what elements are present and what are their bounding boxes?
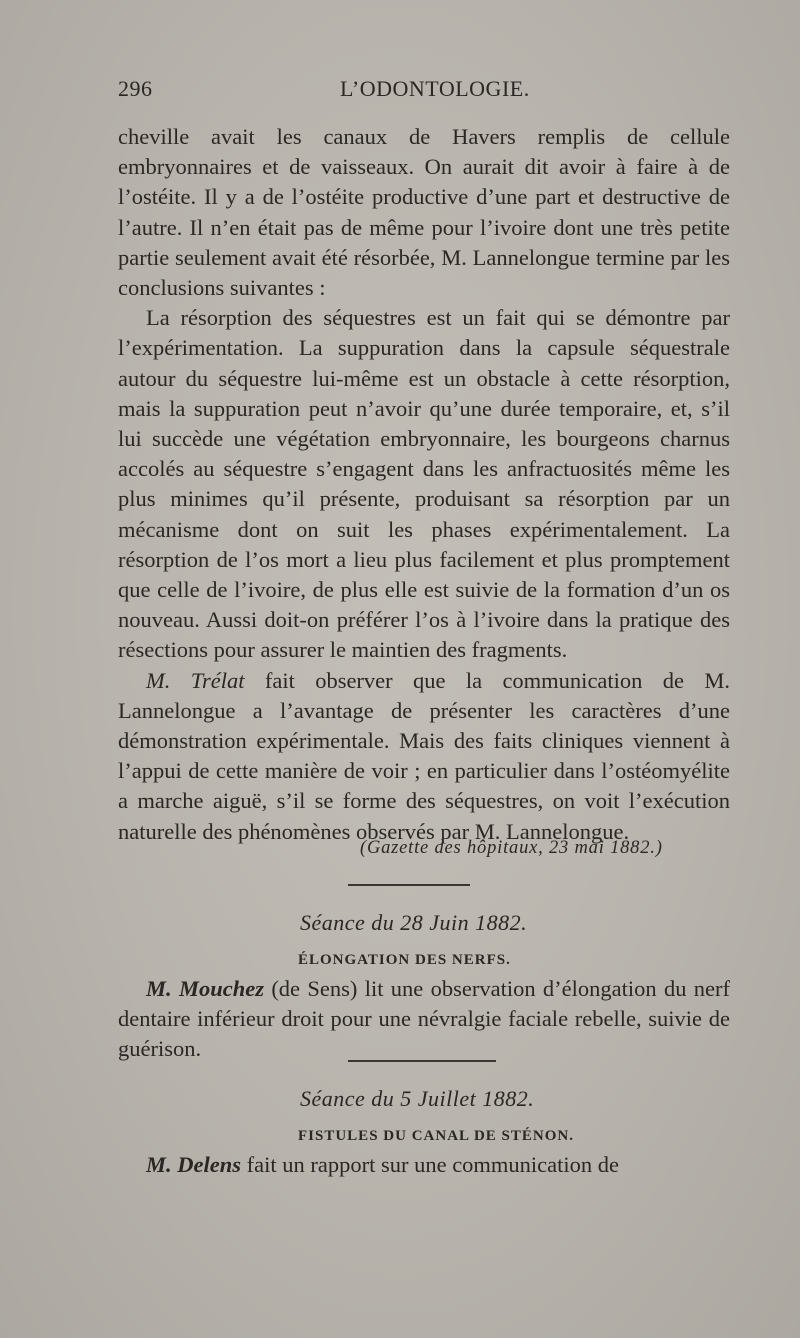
- session-2-heading: FISTULES DU CANAL DE STÉNON.: [298, 1128, 574, 1144]
- citation: (Gazette des hôpitaux, 23 mai 1882.): [360, 838, 663, 858]
- main-text: [118, 122, 730, 847]
- section-divider-2: [348, 1060, 496, 1062]
- session-2-body: fait un rapport sur une communication de: [241, 1152, 620, 1177]
- section-divider: [348, 884, 470, 886]
- running-title: L’ODONTOLOGIE.: [340, 76, 530, 101]
- paragraph-1: cheville avait les canaux de Havers remplis de cellule embryonnaires et de vaisseaux. On aurait dit avoir à faire à de l’ostéite. Il y a de l’ostéite productive d’une part et destructive de l’autre. Il n’en était pas de même pour l’ivoire dont une très petite partie seulement avait été résorbée, M. Lannelongue termine par les conclusions suivantes :: [118, 124, 730, 301]
- session-1-body: (de Sens) lit une observation d’élongation du nerf dentaire inférieur droit pour une névralgie faciale rebelle, suivie de guérison.: [118, 976, 730, 1062]
- paragraph-2: La résorption des séquestres est un fait qui se démontre par l’expérimentation. La suppuration dans la capsule séquestrale autour du séquestre lui-même est un obstacle à cette résorption, mais la suppuration peut n’avoir qu’une durée temporaire, et, s’il lui succède une végétation embryonnaire, les bourgeons charnus accolés au séquestre s’engagent dans les anfractuosités même les plus minimes qu’il présente, produisant sa résorption par un mécanisme dont on suit les phases expérimentalement. La résorption de l’os mort a lieu plus facilement et plus promptement que celle de l’ivoire, de plus elle est suivie de la formation d’un os nouveau. Aussi doit-on préférer l’os à l’ivoire dans la pratique des résections pour assurer le maintien des fragments.: [118, 305, 730, 663]
- page-number: 296: [118, 76, 153, 101]
- session-2-title: Séance du 5 Juillet 1882.: [300, 1086, 535, 1111]
- page-header: [118, 76, 718, 106]
- session-1-heading: ÉLONGATION DES NERFS.: [298, 952, 511, 968]
- speaker-mouchez: M. Mouchez: [146, 976, 264, 1001]
- session-1-text: [118, 974, 730, 1065]
- paragraph-3-text: fait observer que la communication de M. Lannelongue a l’avantage de présenter les caractères d’une démonstration expérimentale. Mais des faits cliniques viennent à l’appui de cette manière de voir ; en particulier dans l’ostéomyélite a marche aiguë, s’il se forme des séquestres, on voit l’exécution naturelle des phénomènes observés par M. Lannelongue.: [118, 667, 730, 844]
- speaker-delens: M. Delens: [146, 1152, 241, 1177]
- session-2-text: [118, 1150, 730, 1180]
- paragraph-3: [118, 666, 730, 847]
- session-1-title: Séance du 28 Juin 1882.: [300, 910, 528, 935]
- speaker-trelat: M. Trélat: [146, 667, 245, 693]
